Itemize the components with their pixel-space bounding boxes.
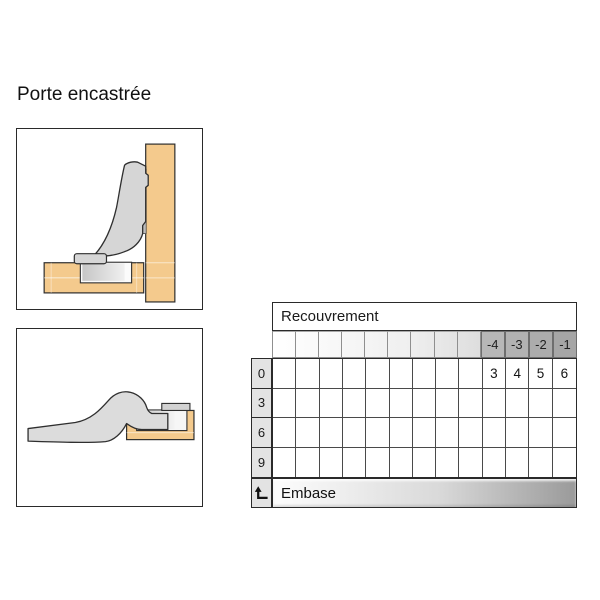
overlay-selection-table — [251, 302, 577, 508]
grid-cell — [390, 418, 413, 448]
grid-cell — [529, 448, 552, 478]
grid-cell — [296, 389, 319, 419]
grid-cell — [506, 418, 529, 448]
grid-cell — [553, 448, 576, 478]
page-title: Porte encastrée — [17, 84, 152, 105]
row-header-cell-0: 0 — [252, 359, 271, 389]
grid-cell — [390, 389, 413, 419]
col-header-cell — [411, 331, 434, 358]
grid-cell-value: 4 — [506, 359, 529, 389]
grid-cell — [273, 389, 296, 419]
grid-cell — [436, 389, 459, 419]
corner-up-arrow-icon — [254, 486, 269, 501]
grid-cell — [320, 359, 343, 389]
grid-cell — [506, 448, 529, 478]
grid-cell — [459, 359, 482, 389]
grid-cell — [390, 359, 413, 389]
grid-cell — [436, 448, 459, 478]
footer-arrow-cell — [251, 478, 272, 508]
grid-cell — [343, 448, 366, 478]
col-header-cell-minus3: -3 — [505, 331, 529, 358]
grid-cell — [343, 418, 366, 448]
diagram-box-cross-section — [16, 328, 203, 507]
col-header-cell — [273, 331, 296, 358]
row-header-column — [251, 358, 272, 478]
grid-cell — [343, 359, 366, 389]
grid-cell — [459, 389, 482, 419]
col-header-cell — [458, 331, 481, 358]
grid-cell — [483, 448, 506, 478]
grid-cell — [296, 359, 319, 389]
col-header-cell — [388, 331, 411, 358]
col-header-cell — [319, 331, 342, 358]
grid-cell — [366, 389, 389, 419]
grid-cell — [413, 389, 436, 419]
grid-cell-value: 3 — [483, 359, 506, 389]
grid-cell — [296, 448, 319, 478]
grid-cell — [296, 418, 319, 448]
hinge-inset-door-diagram — [17, 129, 202, 309]
grid-cell — [506, 389, 529, 419]
table-footer-embase: Embase — [272, 478, 577, 508]
grid-cell — [273, 448, 296, 478]
grid-cell — [273, 359, 296, 389]
col-header-cell — [435, 331, 458, 358]
grid-cell-value: 6 — [553, 359, 576, 389]
col-header-cell — [365, 331, 388, 358]
col-header-cell — [296, 331, 319, 358]
hinge-cross-section-diagram — [17, 329, 202, 506]
grid-cell — [366, 418, 389, 448]
grid-cell — [436, 418, 459, 448]
col-header-cell — [342, 331, 365, 358]
grid-cell — [343, 389, 366, 419]
grid-cell — [413, 359, 436, 389]
table-grid — [272, 358, 577, 478]
grid-cell — [459, 418, 482, 448]
grid-cell — [366, 448, 389, 478]
grid-cell — [320, 418, 343, 448]
grid-cell — [413, 448, 436, 478]
table-header-recouvrement: Recouvrement — [272, 302, 577, 331]
col-header-cell-minus4: -4 — [481, 331, 505, 358]
grid-cell — [320, 448, 343, 478]
grid-cell — [529, 389, 552, 419]
row-header-cell-9: 9 — [257, 454, 266, 470]
grid-cell — [529, 418, 552, 448]
grid-cell-value: 5 — [529, 359, 552, 389]
diagram-box-inset-door — [16, 128, 203, 310]
grid-cell — [553, 389, 576, 419]
col-header-cell-minus1: -1 — [553, 331, 577, 358]
grid-cell — [366, 359, 389, 389]
row-header-cell-3: 3 — [252, 389, 271, 419]
row-header-cell-6: 6 — [252, 418, 271, 448]
grid-cell — [320, 389, 343, 419]
grid-cell — [413, 418, 436, 448]
grid-cell — [459, 448, 482, 478]
grid-cell — [483, 389, 506, 419]
col-header-cell-minus2: -2 — [529, 331, 553, 358]
column-header-strip — [272, 331, 577, 358]
grid-cell — [436, 359, 459, 389]
grid-cell — [390, 448, 413, 478]
grid-cell — [483, 418, 506, 448]
grid-cell — [553, 418, 576, 448]
grid-cell — [273, 418, 296, 448]
